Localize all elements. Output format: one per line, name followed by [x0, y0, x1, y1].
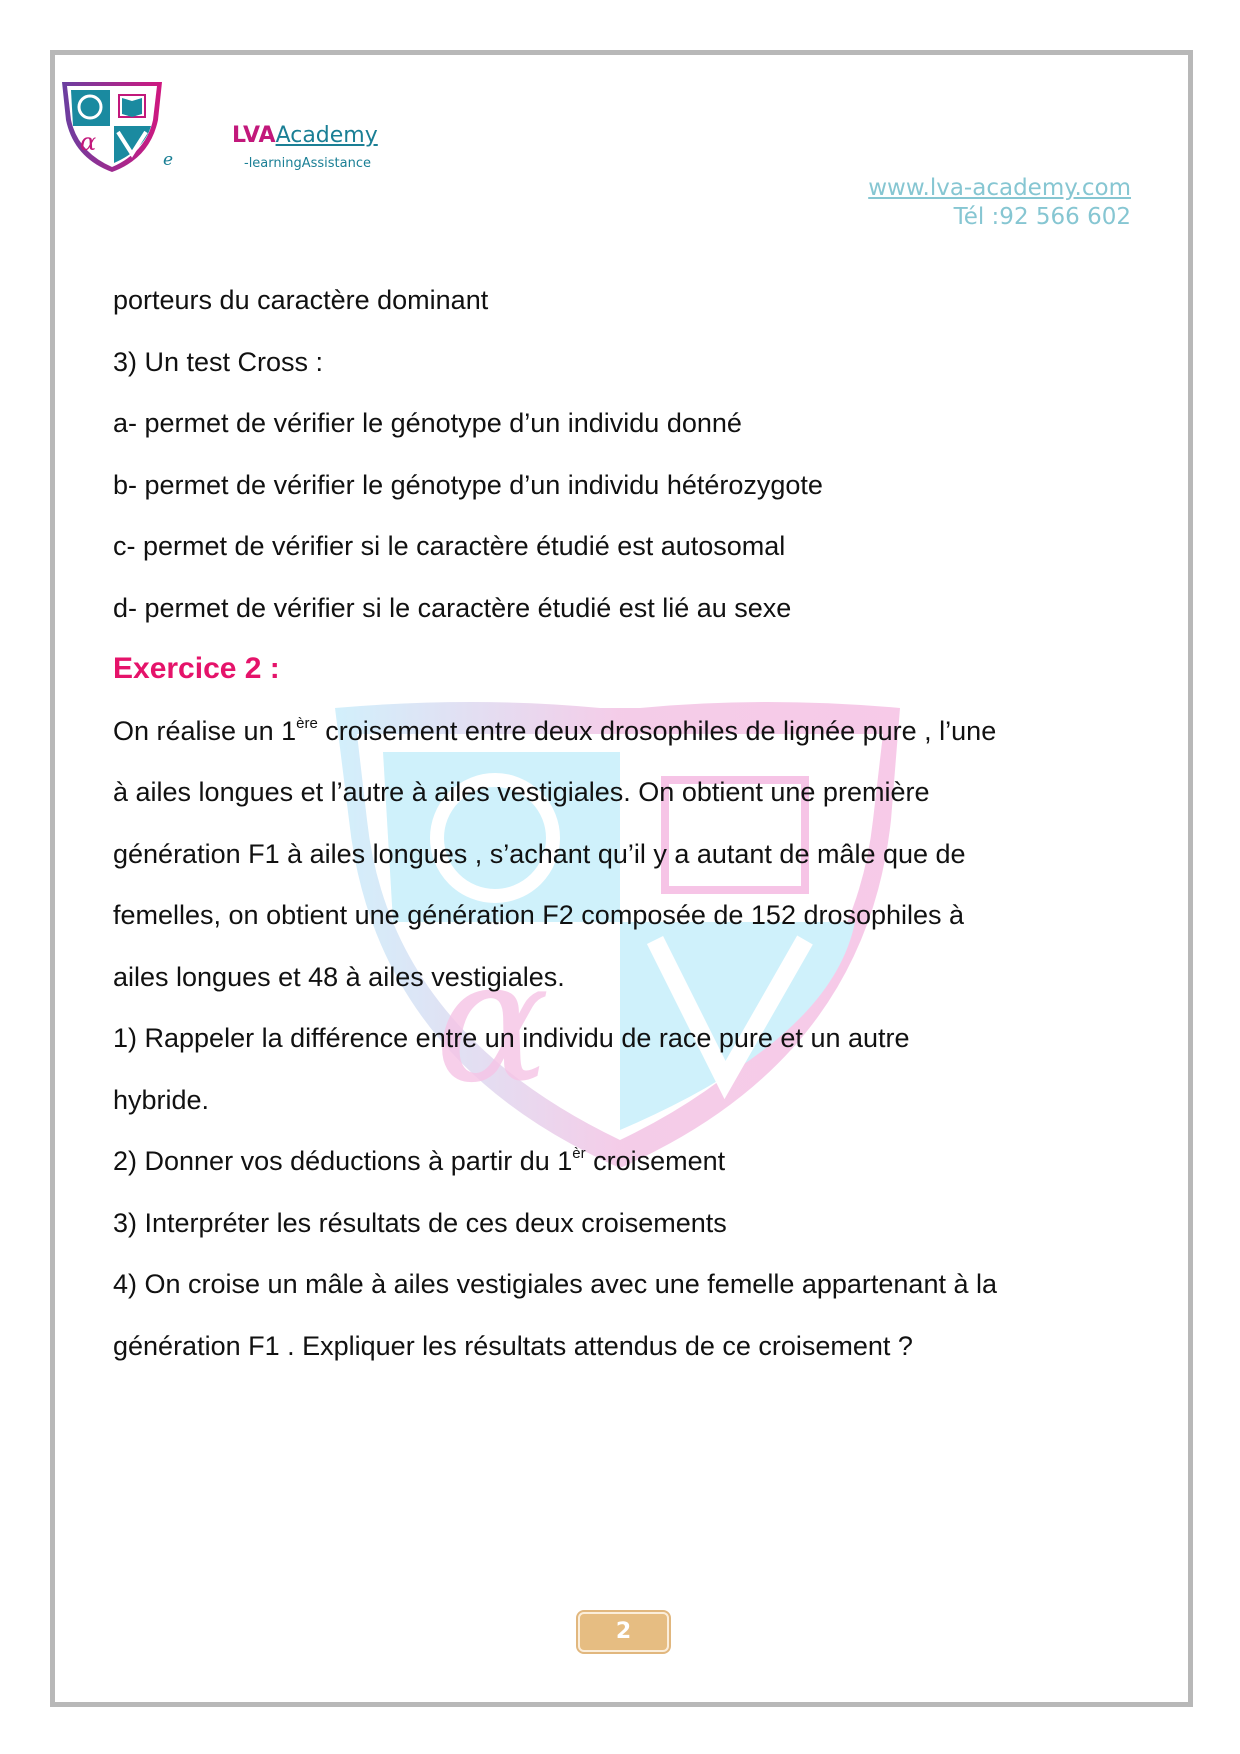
intro-line-4: femelles, on obtient une génération F2 composée de 152 drosophiles à — [113, 900, 965, 930]
question-1: 1) Rappeler la différence entre un individu de race pure et un autre — [113, 1023, 910, 1053]
brand-name — [232, 123, 378, 148]
question-4-cont: génération F1 . Expliquer les résultats attendus de ce croisement ? — [113, 1330, 913, 1361]
document-body — [113, 280, 1133, 1387]
exercise-title: Exercice 2 : — [113, 652, 280, 685]
intro-line-2: à ailes longues et l’autre à ailes vestigiales. On obtient une première — [113, 777, 930, 807]
option-b: b- permet de vérifier le génotype d’un individu hétérozygote — [113, 469, 823, 500]
text-line: porteurs du caractère dominant — [113, 285, 489, 315]
question-3: 3) Interpréter les résultats de ces deux croisements — [113, 1207, 727, 1238]
page-number-badge: 2 — [578, 1612, 669, 1652]
question-4: 4) On croise un mâle à ailes vestigiales avec une femelle appartenant à la — [113, 1269, 997, 1299]
superscript: èr — [572, 1145, 586, 1162]
intro-text: On réalise un 1 — [113, 715, 297, 746]
question-text: croisement — [585, 1146, 726, 1176]
intro-text: croisement entre deux drosophiles de lignée pure , l’une — [317, 715, 997, 746]
brand-suffix: Academy — [275, 123, 378, 148]
option-a: a- permet de vérifier le génotype d’un individu donné — [113, 408, 742, 438]
question-2 — [113, 1141, 1133, 1203]
question-test-cross: 3) Un test Cross : — [113, 346, 324, 377]
intro-line-5: ailes longues et 48 à ailes vestigiales. — [113, 961, 565, 992]
website-link[interactable]: www.lva-academy.com — [868, 175, 1131, 201]
question-1-cont: hybride. — [113, 1084, 210, 1115]
phone-number: Tél :92 566 602 — [953, 204, 1131, 230]
svg-text:α: α — [435, 923, 550, 1121]
option-d: d- permet de vérifier si le caractère étudié est lié au sexe — [113, 592, 792, 623]
brand-tagline: -learningAssistance — [244, 156, 371, 171]
svg-text:α: α — [80, 128, 97, 156]
lva-shield-logo-icon — [58, 80, 166, 174]
contact-block — [868, 174, 1131, 232]
superscript: ère — [296, 714, 318, 732]
intro-line-3: génération F1 à ailes longues , s’achant qu’il y a autant de mâle que de — [113, 838, 966, 869]
option-c: c- permet de vérifier si le caractère étudié est autosomal — [113, 531, 786, 561]
logo-e-letter: e — [163, 150, 174, 170]
brand-prefix: LVA — [232, 123, 276, 148]
question-text: 2) Donner vos déductions à partir du 1 — [113, 1146, 573, 1176]
intro-line-1 — [113, 711, 1133, 773]
